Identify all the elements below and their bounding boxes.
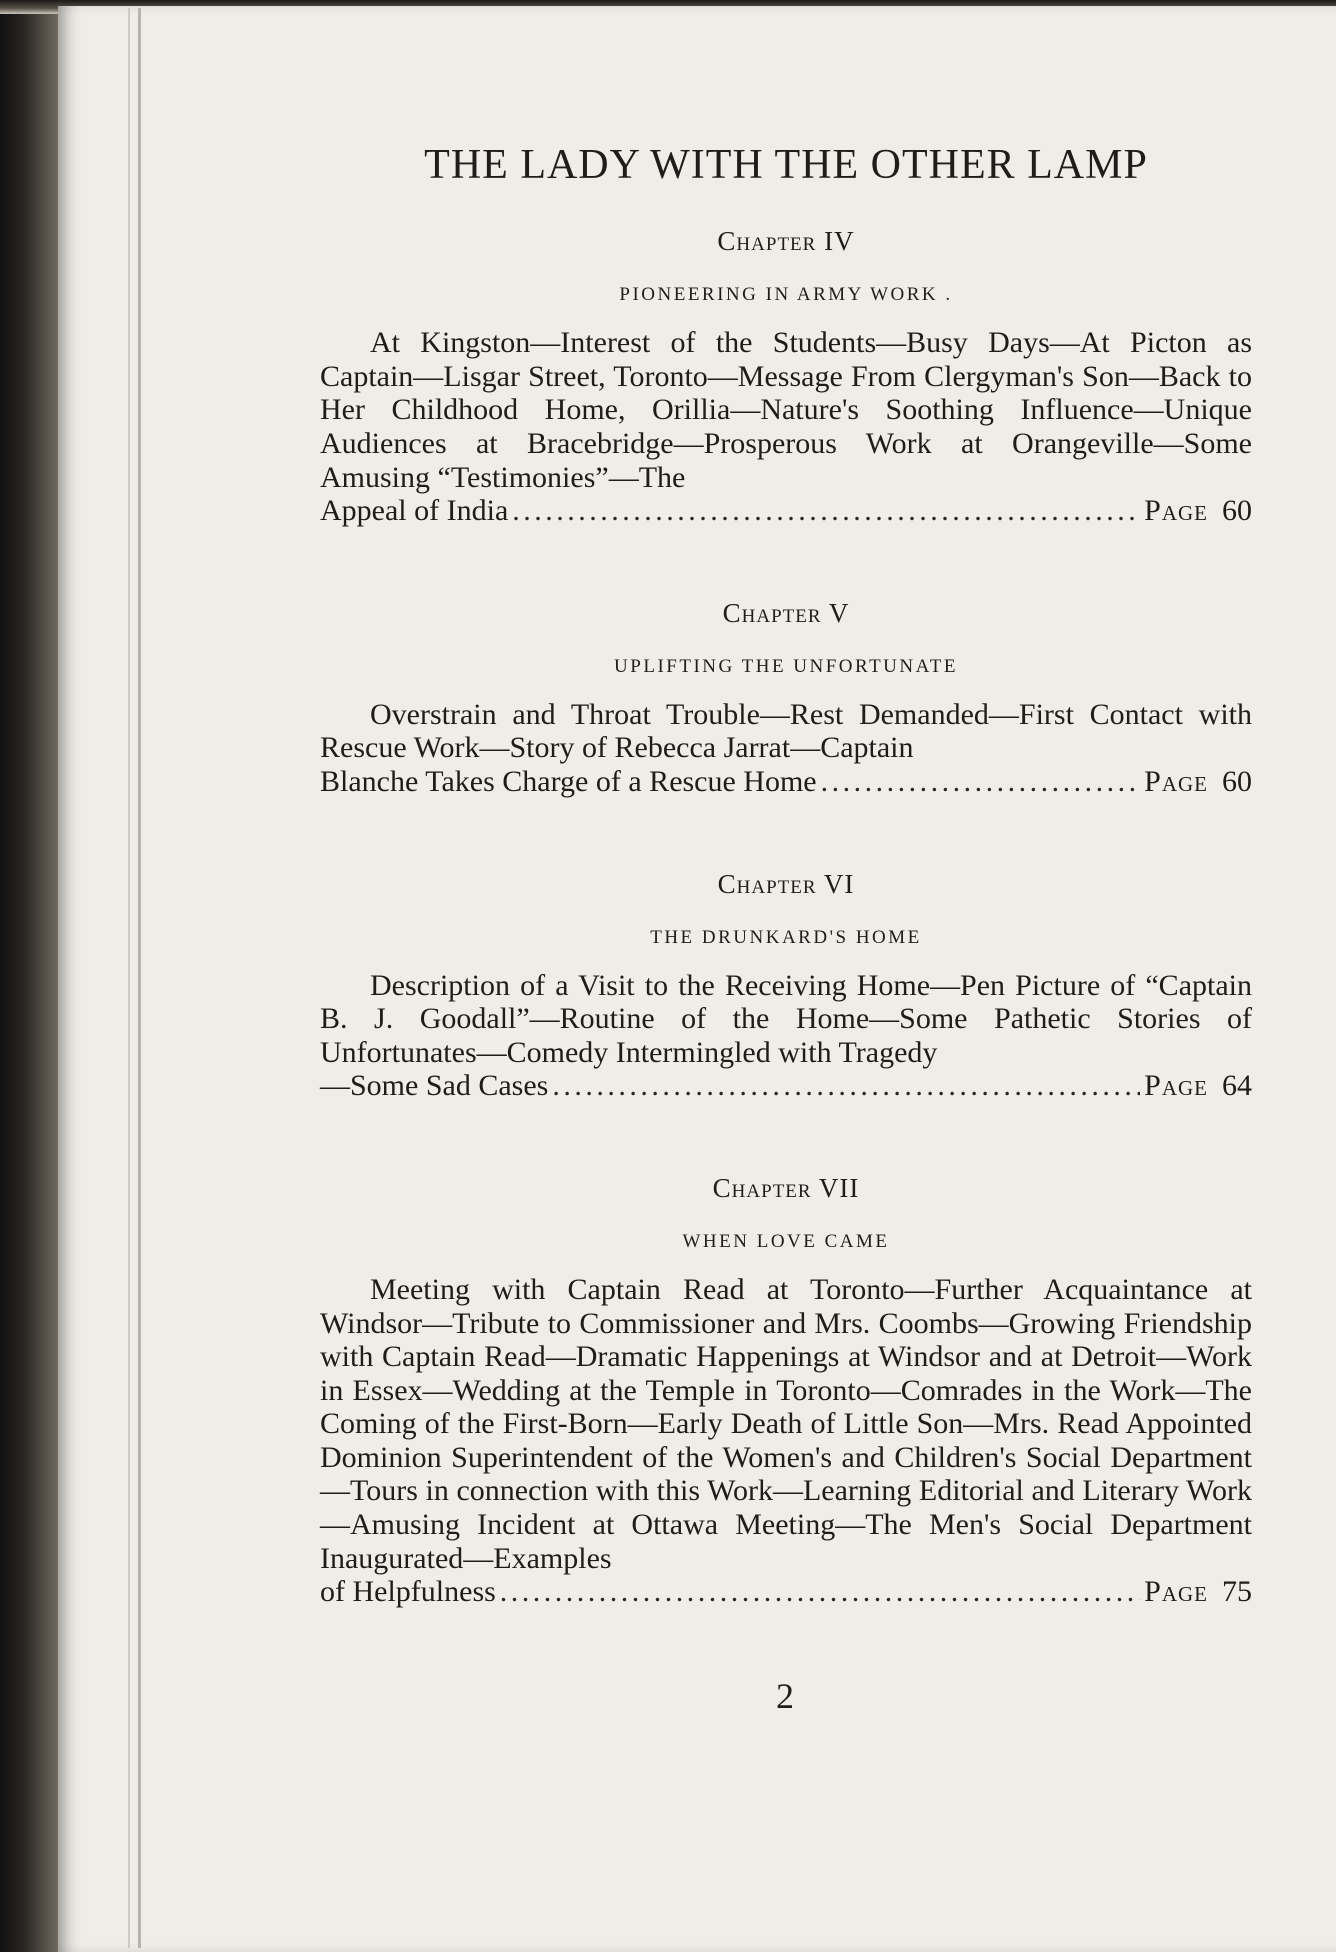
page-label: Page <box>1144 1069 1208 1103</box>
chapter-heading: Chapter V <box>722 597 850 628</box>
chapter-entry-vii <box>320 1172 1252 1609</box>
page-number: 75 <box>1222 1575 1252 1609</box>
chapter-subtitle: THE DRUNKARD'S HOME <box>650 926 922 948</box>
dot-leader <box>500 1575 1140 1609</box>
summary-last-line: Appeal of India <box>320 494 509 528</box>
page-folio-number: 2 <box>776 1676 794 1716</box>
chapter-summary: Meeting with Captain Read at Toronto—Further Acquaintance at Windsor—Tribute to Commissioner and Mrs. Coombs—Growing Friendship with Captain Read—Dramatic Happenings at Windsor and at Detroit—Work in Essex—Wedding at the Temple in Toronto—Comrades in the Work—The Coming of the First-Born—Early Death of Little Son—Mrs. Read Appointed Dominion Superintendent of the Women's and Children's Social Department—Tours in connection with this Work—Learning Editorial and Literary Work—Amusing Incident at Ottawa Meeting—The Men's Social Department Inaugurated—Examples <box>320 1272 1252 1575</box>
chapter-summary: Overstrain and Throat Trouble—Rest Demanded—First Contact with Rescue Work—Story of Rebecca Jarrat—Captain <box>320 697 1252 765</box>
chapter-entry-iv <box>320 228 1252 528</box>
page-label: Page <box>1144 494 1208 528</box>
dot-leader <box>821 765 1141 799</box>
contents-list <box>320 130 1252 1609</box>
binding-line <box>138 8 141 1948</box>
chapter-page-reference <box>320 1575 1252 1609</box>
page-label: Page <box>1144 1575 1208 1609</box>
page-number: 60 <box>1222 764 1252 798</box>
chapter-subtitle: WHEN LOVE CAME <box>682 1230 890 1252</box>
chapter-heading: Chapter VII <box>712 1172 860 1203</box>
chapter-page-reference <box>320 494 1252 528</box>
chapter-entry-v <box>320 597 1252 799</box>
page-label: Page <box>1144 764 1208 798</box>
binding-line-inner <box>128 8 130 1948</box>
book-title: THE LADY WITH THE OTHER LAMP <box>424 142 1148 188</box>
summary-last-line: —Some Sad Cases <box>320 1069 549 1103</box>
chapter-page-reference <box>320 1069 1252 1103</box>
chapter-summary: At Kingston—Interest of the Students—Busy Days—At Picton as Captain—Lisgar Street, Toronto—Message From Clergyman's Son—Back to Her Childhood Home, Orillia—Nature's Soothing Influence—Unique Audiences at Bracebridge—Prosperous Work at Orangeville—Some Amusing “Testimonies”—The <box>320 326 1252 494</box>
chapter-subtitle: UPLIFTING THE UNFORTUNATE <box>614 655 958 677</box>
chapter-entry-vi <box>320 868 1252 1103</box>
page-number: 64 <box>1222 1069 1252 1103</box>
chapter-heading: Chapter IV <box>717 226 855 257</box>
chapter-subtitle: PIONEERING IN ARMY WORK . <box>619 284 953 306</box>
chapter-heading: Chapter VI <box>717 868 855 899</box>
chapter-page-reference <box>320 765 1252 799</box>
dot-leader <box>512 494 1140 528</box>
summary-last-line: Blanche Takes Charge of a Rescue Home <box>320 764 817 798</box>
chapter-summary: Description of a Visit to the Receiving Home—Pen Picture of “Captain B. J. Goodall”—Routine of the Home—Some Pathetic Stories of Unfortunates—Comedy Intermingled with Tragedy <box>320 968 1252 1069</box>
page-number: 60 <box>1222 494 1252 528</box>
dot-leader <box>552 1069 1140 1103</box>
summary-last-line: of Helpfulness <box>320 1575 496 1609</box>
